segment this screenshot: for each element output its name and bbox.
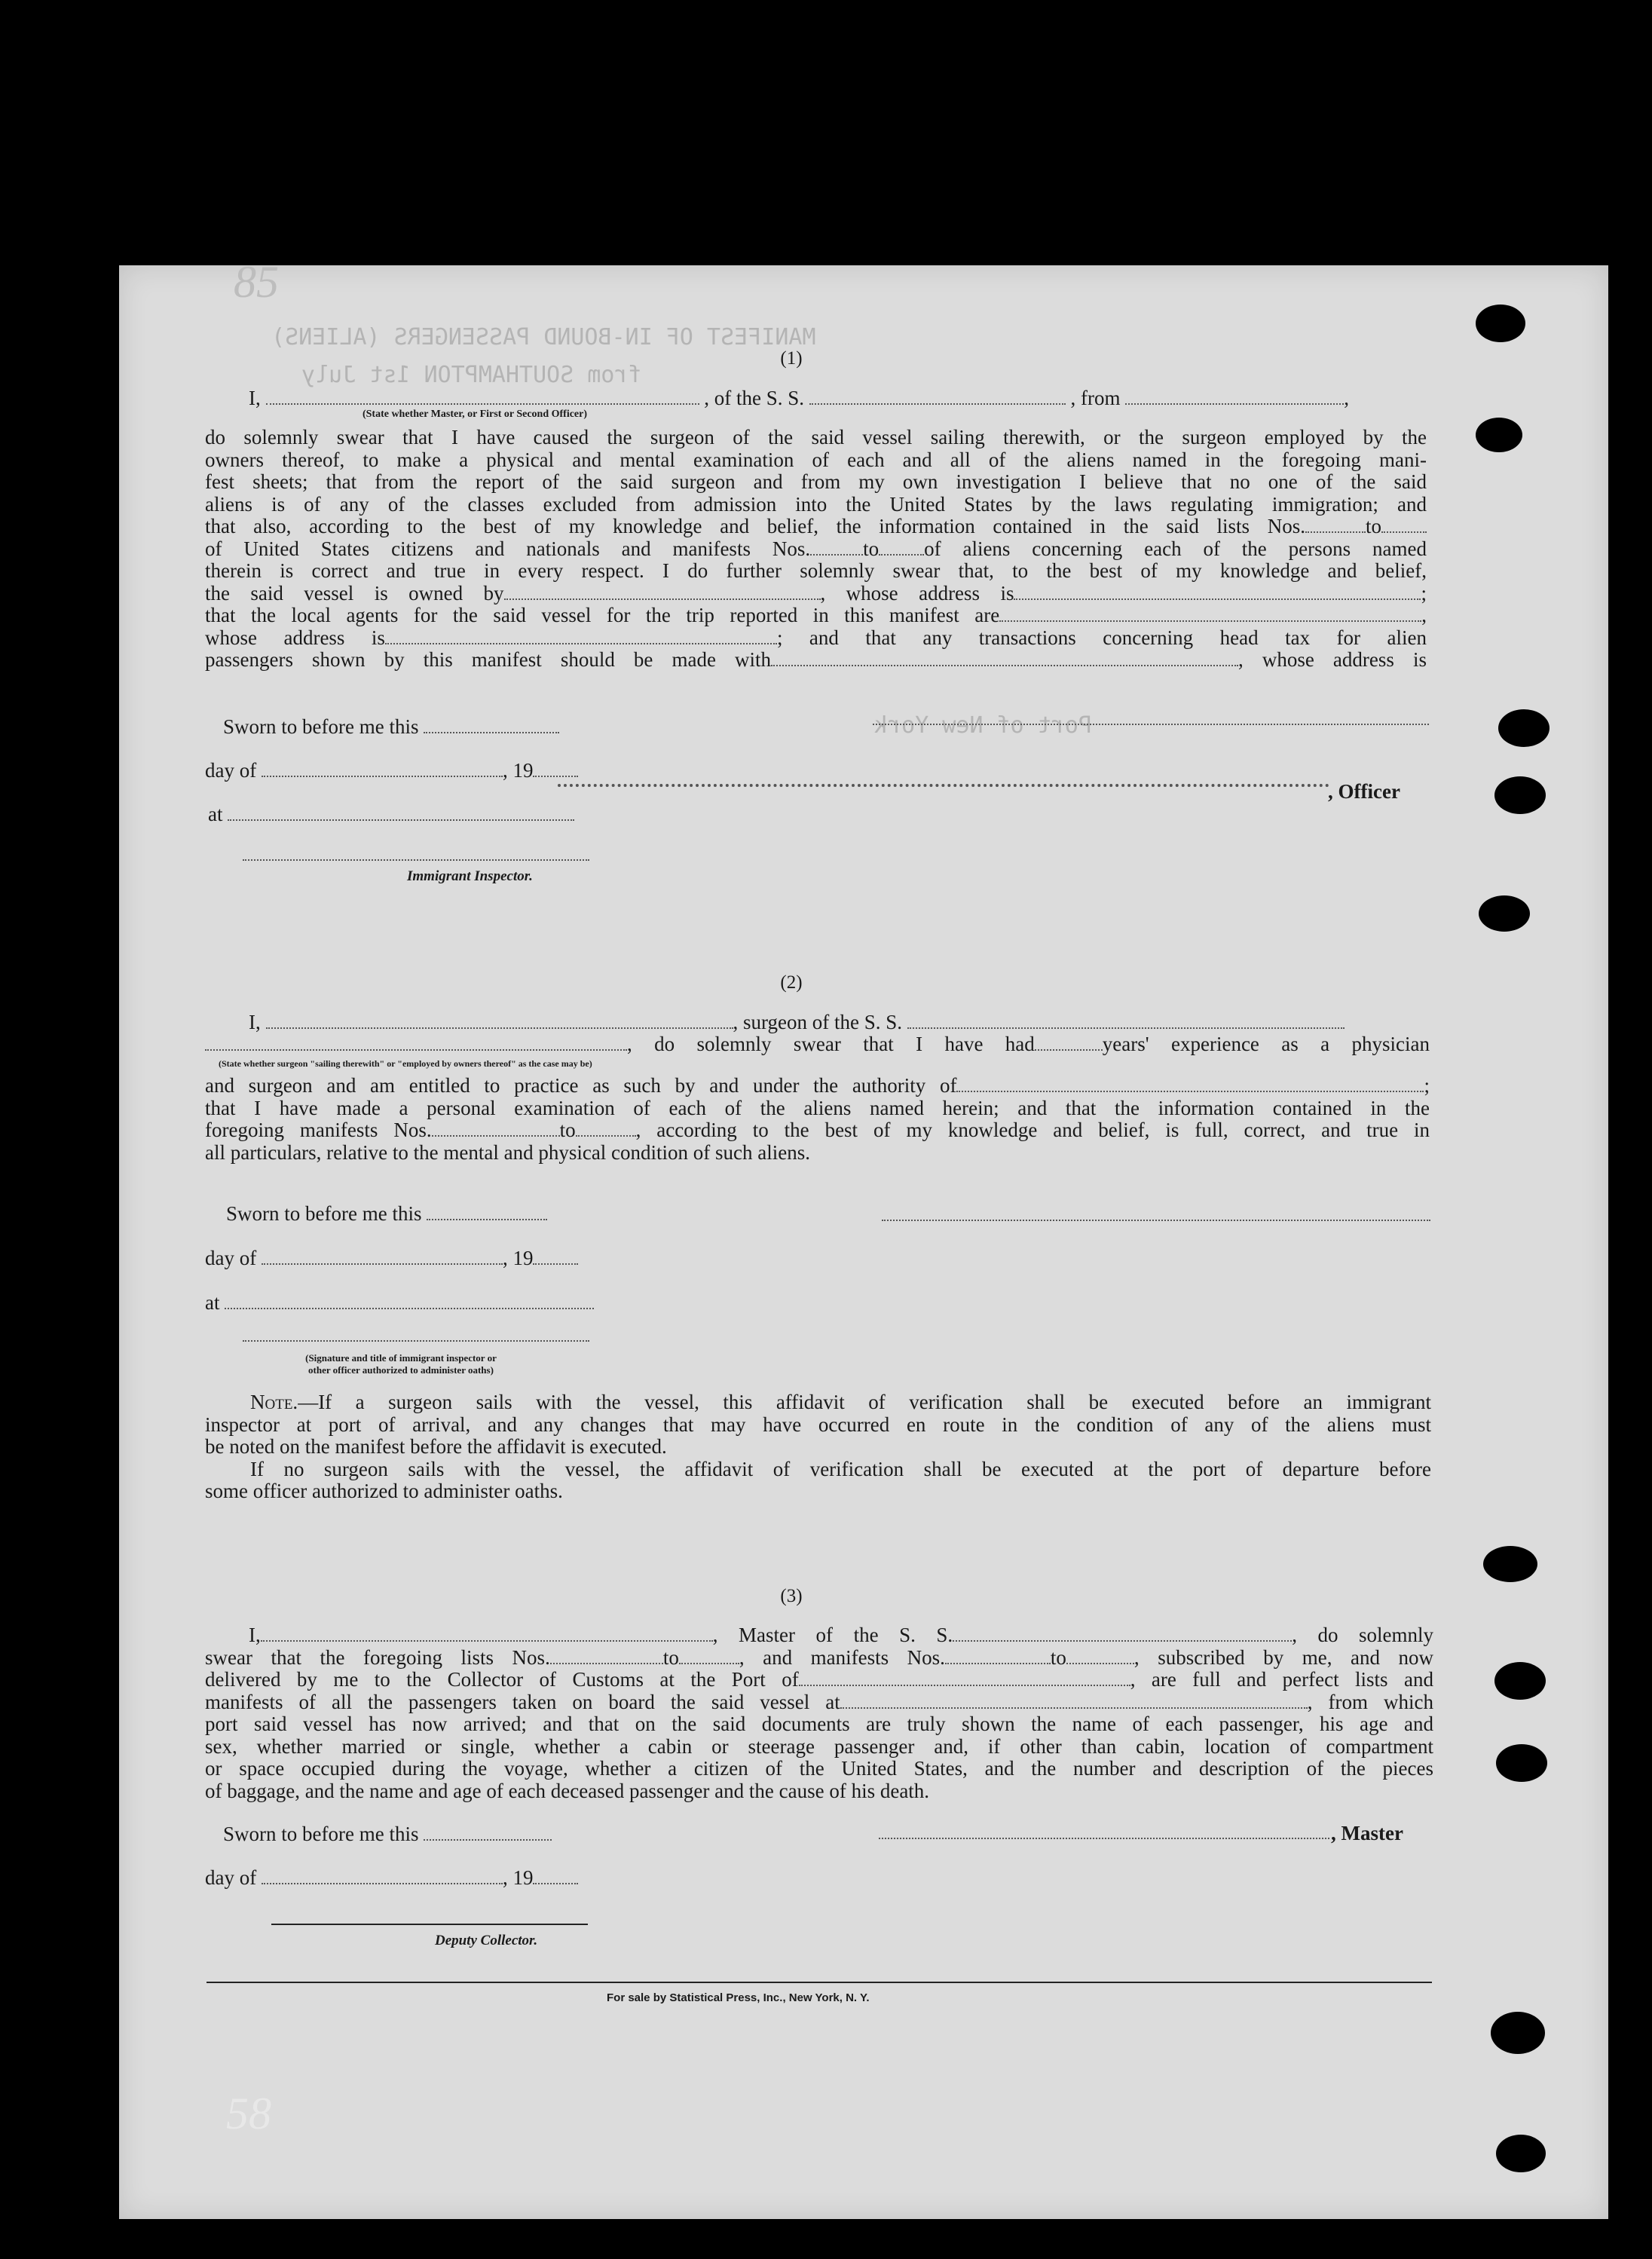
signature-line [873, 724, 1429, 725]
handwritten-mark: 58 [226, 2089, 271, 2138]
field-note: (State whether Master, or First or Second Officer) [362, 409, 588, 420]
binder-hole [1496, 1744, 1547, 1782]
officer-line [558, 784, 1329, 787]
signature-line [882, 1220, 1430, 1221]
binder-hole [1476, 305, 1525, 342]
bleed-through-title: MANIFEST OF IN-BOUND PASSENGERS (ALIENS) [271, 324, 816, 350]
binder-hole [1483, 1546, 1537, 1582]
inspector-line [243, 859, 589, 861]
section-number: (2) [780, 972, 803, 993]
day-line: day of , 19 [205, 1867, 578, 1890]
deputy-line [271, 1924, 588, 1925]
day-line: day of , 19 [205, 1247, 578, 1270]
handwritten-mark: 85 [234, 257, 279, 307]
surgeon-line-2: , do solemnly swear that I have had years' experience as a physician [205, 1033, 1430, 1056]
section-number: (1) [780, 348, 803, 369]
binder-hole [1496, 2135, 1546, 2172]
sworn-line: Sworn to before me this [226, 1203, 547, 1226]
note-paragraph: Note.—If a surgeon sails with the vessel, this affidavit of verification shall be executed before an immigrant inspector at port of arrival, and any changes that may have occurred en route in the condition of any of the aliens must be noted on the manifest before the affidavit is executed. If no surgeon sails with the vessel, the affidavit of verification shall be executed at the port of departure before some officer authorized to administer oaths. [205, 1391, 1431, 1502]
binder-hole [1476, 418, 1522, 452]
footer-rule [206, 1982, 1432, 1983]
surgeon-paragraph: and surgeon and am entitled to practice as such by and under the authority of ; that I have made a personal examination of each of the aliens named herein; and that the information contained in the foregoing manifests Nos. to , according to the best of my knowledge and belief, is full, correct, and true in all particulars, relative to the mental and physical condition of such aliens. [205, 1074, 1430, 1164]
oath-paragraph: do solemnly swear that I have caused the surgeon of the said vessel sailing therewith, or the surgeon employed by the owners thereof, to make a physical and mental examination of each and all of the aliens named in the foregoing mani- fest sheets; that from the report of the said surgeon and from my own investigation I believe that no one of the said aliens is of any of the classes excluded from admission into the United States by the laws regulating immigration; and that also, according to the best of my knowledge and belief, the information contained in the said lists Nos. to of United States citizens and nationals and manifests Nos. to of aliens concerning each of the persons named therein is correct and true in every respect. I do further solemnly swear that, to the best of my knowledge and belief, the said vessel is owned by , whose address is ; that the local agents for the said vessel for the trip reported in this manifest are , whose address is ; and that any transactions concerning head tax for alien passengers shown by this manifest should be made with , whose address is [205, 426, 1427, 671]
binder-hole [1498, 709, 1550, 747]
oath-line: I, , of the S. S. , from , [249, 387, 1349, 409]
bleed-through-line: Port of New York [874, 712, 1092, 739]
master-label: , Master [1331, 1822, 1403, 1844]
signature-line [243, 1340, 589, 1342]
officer-label: , Officer [1328, 780, 1400, 803]
field-note: (Signature and title of immigrant inspector or other officer authorized to administer oaths) [305, 1352, 497, 1376]
footer-text: For sale by Statistical Press, Inc., New York, N. Y. [607, 1991, 870, 2004]
sworn-line: Sworn to before me this [223, 1823, 552, 1846]
bleed-through-line: from SOUTHAMPTON 1st July [301, 362, 642, 388]
day-line: day of , 19 [205, 760, 578, 782]
at-line: at [208, 804, 574, 826]
inspector-label: Immigrant Inspector. [407, 868, 533, 884]
binder-hole [1479, 895, 1530, 932]
binder-hole [1491, 2012, 1545, 2054]
binder-hole [1494, 1662, 1546, 1700]
section-number: (3) [780, 1586, 803, 1606]
deputy-label: Deputy Collector. [435, 1933, 538, 1948]
field-note: (State whether surgeon "sailing therewith" or "employed by owners thereof" as the case may be) [219, 1058, 592, 1069]
at-line: at [205, 1292, 594, 1315]
master-signature-line [879, 1838, 1329, 1839]
sworn-line: Sworn to before me this [223, 716, 559, 739]
surgeon-line: I, , surgeon of the S. S. [249, 1012, 1345, 1034]
binder-hole [1494, 776, 1546, 814]
master-paragraph: I, , Master of the S. S. , do solemnly swear that the foregoing lists Nos. to , and manifests Nos. to , subscribed by me, and now delivered by me to the Collector of Customs at the Port of , are full and perfect lists and manifests of all the passengers taken on board the said vessel at , from which port said vessel has now arrived; and that on the said documents are truly shown the name of each passenger, his age and sex, whether married or single, whether a cabin or steerage passenger and, if other than cabin, location of compartment or space occupied during the voyage, whether a citizen of the United States, and the number and description of the pieces of baggage, and the name and age of each deceased passenger and the cause of his death. [205, 1624, 1434, 1802]
